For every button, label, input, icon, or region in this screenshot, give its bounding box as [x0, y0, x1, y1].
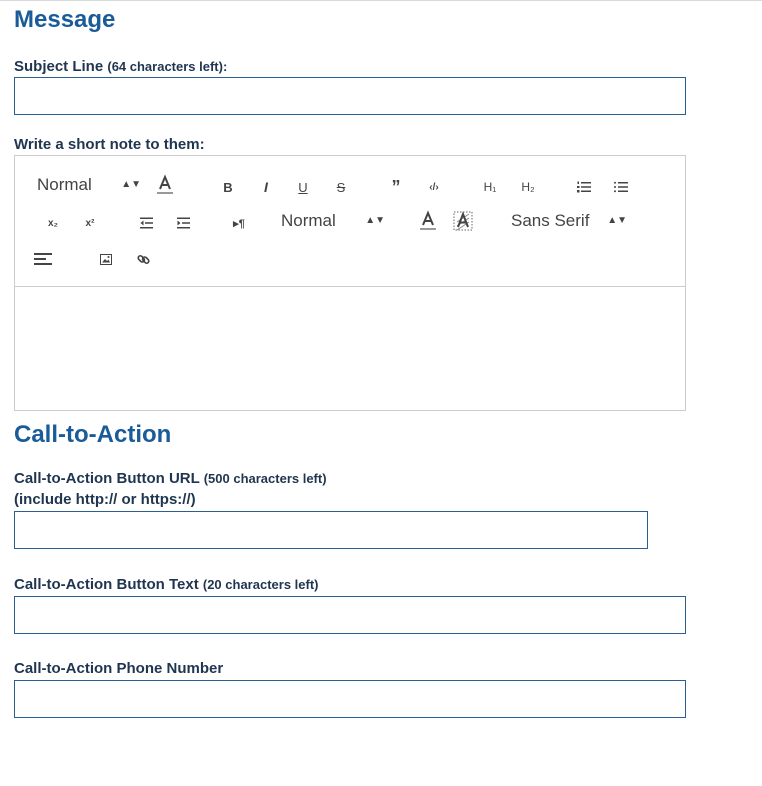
align-button[interactable]	[33, 248, 53, 270]
link-icon	[137, 253, 150, 266]
image-icon	[100, 254, 112, 265]
size-picker[interactable]	[281, 208, 385, 234]
editor-content-area[interactable]	[15, 287, 685, 410]
cta-url-label-text: Call-to-Action Button URL	[14, 470, 200, 487]
bold-button[interactable]: B	[223, 179, 233, 195]
size-picker-label: Normal	[281, 211, 336, 230]
subject-input[interactable]	[14, 77, 686, 115]
bullet-list-icon	[614, 181, 628, 193]
code-button[interactable]: ‹/›	[429, 181, 439, 193]
chevron-updown-icon: ▲▼	[607, 215, 627, 226]
editor-toolbar	[15, 156, 685, 287]
cta-url-input[interactable]	[14, 511, 648, 549]
subject-label-text: Subject Line	[14, 58, 104, 75]
background-color-icon	[453, 210, 473, 232]
cta-text-input[interactable]	[14, 596, 686, 634]
text-color-button[interactable]	[155, 172, 175, 198]
ordered-list-button[interactable]	[575, 176, 593, 198]
cta-text-label-text: Call-to-Action Button Text	[14, 576, 199, 593]
bullet-list-button[interactable]	[612, 176, 630, 198]
blockquote-button[interactable]: ”	[391, 176, 401, 197]
h1-button[interactable]: H₁	[483, 180, 497, 194]
font-color-button[interactable]	[417, 208, 439, 234]
chevron-updown-icon: ▲▼	[121, 179, 141, 190]
cta-url-counter: (500 characters left)	[203, 471, 327, 486]
cta-heading: Call-to-Action	[14, 421, 172, 448]
superscript-button[interactable]: x²	[85, 217, 95, 229]
font-color-icon	[419, 210, 437, 232]
align-left-icon	[34, 252, 52, 266]
message-heading: Message	[14, 6, 116, 33]
link-button[interactable]	[133, 248, 153, 270]
direction-rtl-button[interactable]: ▸¶	[233, 217, 245, 230]
subscript-button[interactable]: x₂	[47, 217, 58, 229]
cta-url-hint: (include http:// or https://)	[14, 491, 196, 508]
cta-text-counter: (20 characters left)	[202, 577, 319, 592]
cta-text-label	[14, 574, 319, 595]
text-color-icon	[156, 174, 174, 196]
font-picker-label: Sans Serif	[511, 211, 590, 230]
rich-text-editor	[14, 155, 686, 411]
underline-button[interactable]: U	[298, 179, 308, 195]
font-picker[interactable]	[511, 208, 627, 234]
indent-button[interactable]	[174, 212, 192, 234]
outdent-icon	[140, 217, 153, 229]
top-divider	[0, 0, 762, 1]
subject-label	[14, 56, 227, 77]
indent-icon	[177, 217, 190, 229]
subject-counter: (64 characters left):	[107, 59, 228, 74]
header-picker[interactable]	[37, 172, 141, 198]
cta-phone-label: Call-to-Action Phone Number	[14, 660, 224, 677]
italic-button[interactable]: I	[264, 179, 268, 195]
ordered-list-icon	[577, 181, 591, 193]
h2-button[interactable]: H₂	[521, 180, 535, 194]
header-picker-label: Normal	[37, 175, 92, 194]
cta-url-label	[14, 468, 327, 489]
background-color-button[interactable]	[452, 208, 474, 234]
image-button[interactable]	[97, 248, 115, 270]
strike-button[interactable]: S	[336, 179, 346, 195]
note-label: Write a short note to them:	[14, 136, 205, 153]
chevron-updown-icon: ▲▼	[365, 215, 385, 226]
outdent-button[interactable]	[137, 212, 155, 234]
cta-phone-input[interactable]	[14, 680, 686, 718]
